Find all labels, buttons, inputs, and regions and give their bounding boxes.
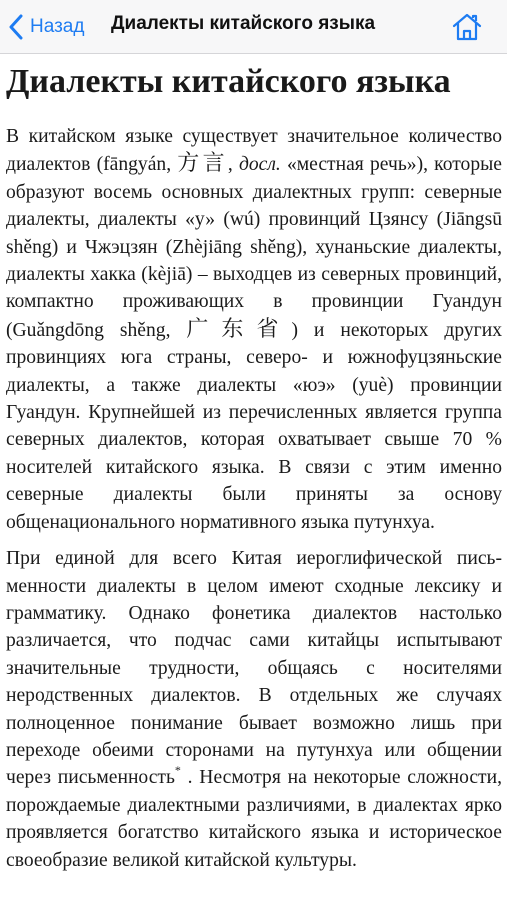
paragraph-text: . Несмотря на некоторые сложности, порождаемые диалектными различиями, в диалектах ярко проявляется богатство китайского языка и историческое своеобразие великой китайской культуры. <box>6 767 502 871</box>
navigation-bar <box>0 0 507 54</box>
back-button[interactable] <box>8 8 84 46</box>
paragraph-text: ) и некоторых других провинциях юга страны, северо- и южнофуцзяньские диалекты, а также диалекты «юэ» (yuè) провинции Гуандун. Крупнейшей из перечисленных является группа северных диалектов, которая охватывает свыше 70 % носителей китайского языка. В связи с этим именно северные диалекты были приняты за основу общенационального нормативного языка путунхуа. <box>6 319 502 533</box>
paragraph-text: В китайском языке существует значительное количество диалектов (fāngyán, <box>6 126 502 176</box>
article-paragraph-1 <box>6 123 502 536</box>
paragraph-text: «местная речь»), которые образуют восемь основных диалектных групп: северные диалекты, диалекты «у» (wú) провинций Цзянсу (Jiāngsū shěng) и Чжэцзян (Zhèjiāng shěng), хунаньские диалекты, диалекты хакка (kèjiā) – выходцев из северных провинций, компактно проживающих в провинции Гуандун (Guǎngdōng shěng, <box>6 154 502 341</box>
paragraph-text: При единой для всего Китая иероглифической письменности диалекты в целом имеют сходные лексику и грамматику. Однако фонетика диалектов настолько различается, что подчас сами китайцы испытывают значительные трудности, общаясь с носителями неродственных диалектов. В отдельных же случаях полноценное понимание бывает возможно лишь при переходе обеими сторонами на путунхуа или общении через письменность <box>6 548 502 789</box>
chinese-word-guangdong: 广东省 <box>186 316 292 342</box>
chinese-word-fangyan: 方言 <box>177 151 228 177</box>
nav-title: Диалекты китайского языка <box>111 13 376 34</box>
footnote-link[interactable]: * <box>174 763 181 778</box>
article-content <box>6 54 502 874</box>
home-icon <box>451 12 483 42</box>
abbreviation-literally: досл. <box>238 154 281 176</box>
back-button-label[interactable]: Назад <box>30 16 85 37</box>
home-button[interactable] <box>451 12 483 42</box>
page-title: Диалекты китайского языка <box>6 63 451 100</box>
article-paragraph-2 <box>6 545 502 874</box>
chevron-left-icon <box>8 14 24 40</box>
paragraph-text: , <box>227 154 239 176</box>
